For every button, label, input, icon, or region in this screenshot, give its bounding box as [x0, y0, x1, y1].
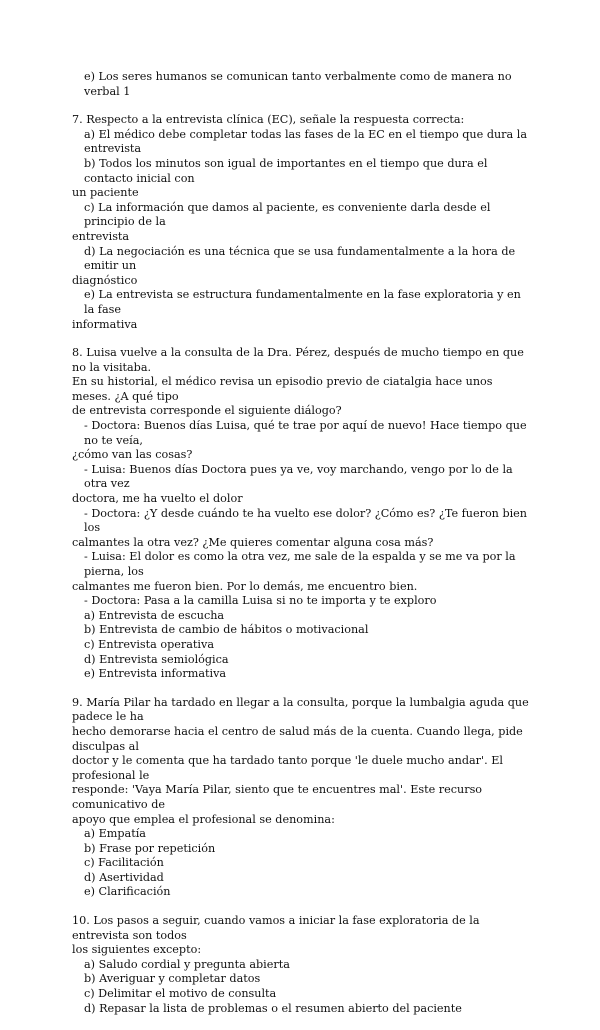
- option-e: e) Entrevista informativa: [84, 667, 227, 681]
- option-c: c) Entrevista operativa: [84, 637, 214, 651]
- option-e: e) Clarificación: [84, 885, 171, 899]
- option-d: d) Asertividad: [84, 870, 164, 884]
- option-e: e) La entrevista se estructura fundamentalmente en la fase exploratoria y en la fase: [84, 288, 521, 316]
- option-d: d) Entrevista semiológica: [84, 652, 229, 666]
- question-stem: 8. Luisa vuelve a la consulta de la Dra. Pérez, después de mucho tiempo en que no la visitaba.: [72, 346, 524, 374]
- question-stem: 9. María Pilar ha tardado en llegar a la consulta, porque la lumbalgia aguda que padece le ha: [72, 695, 529, 724]
- dialogue-line-cont: calmantes la otra vez? ¿Me quieres comentar alguna cosa más?: [72, 535, 434, 549]
- option-a: a) El médico debe completar todas las fases de la EC en el tiempo que dura la entrevista: [84, 127, 528, 156]
- question-8: [72, 346, 532, 682]
- question-10: [72, 914, 532, 1016]
- option-b: b) Frase por repetición: [84, 841, 216, 855]
- option-e-cont: informativa: [72, 317, 138, 331]
- option-b: b) Todos los minutos son igual de importantes en el tiempo que dura el contacto inicial con: [84, 156, 488, 185]
- question-stem: 10. Los pasos a seguir, cuando vamos a iniciar la fase exploratoria de la entrevista son todos: [72, 914, 480, 942]
- question-stem: apoyo que emplea el profesional se denomina:: [72, 812, 335, 826]
- document-content: [72, 70, 532, 1030]
- option-c: c) Facilitación: [84, 856, 164, 870]
- dialogue-line-cont: doctora, me ha vuelto el dolor: [72, 492, 243, 506]
- dialogue-line: - Doctora: Pasa a la camilla Luisa si no te importa y te exploro: [84, 594, 437, 608]
- question-7: [72, 113, 532, 332]
- option-a: a) Entrevista de escucha: [84, 608, 225, 622]
- option-b-cont: un paciente: [72, 186, 139, 200]
- question-stem: 7. Respecto a la entrevista clínica (EC), señale la respuesta correcta:: [72, 113, 465, 127]
- dialogue-line-cont: calmantes me fueron bien. Por lo demás, me encuentro bien.: [72, 579, 418, 593]
- dialogue-line: - Doctora: ¿Y desde cuándo te ha vuelto ese dolor? ¿Cómo es? ¿Te fueron bien los: [84, 506, 528, 535]
- dialogue-line-cont: ¿cómo van las cosas?: [72, 448, 193, 462]
- dialogue-line: - Luisa: El dolor es como la otra vez, me sale de la espalda y se me va por la pierna, los: [84, 550, 516, 578]
- dialogue-line: - Luisa: Buenos días Doctora pues ya ve, voy marchando, vengo por lo de la otra vez: [84, 462, 513, 491]
- option-b: b) Entrevista de cambio de hábitos o motivacional: [84, 623, 369, 637]
- option-d-cont: diagnóstico: [72, 273, 138, 287]
- option-c-cont: entrevista: [72, 229, 130, 243]
- option-c: c) Delimitar el motivo de consulta: [84, 987, 277, 1001]
- option-d: d) La negociación es una técnica que se usa fundamentalmente a la hora de emitir un: [84, 244, 516, 273]
- question-stem: de entrevista corresponde el siguiente diálogo?: [72, 404, 342, 418]
- question-stem: los siguientes excepto:: [72, 943, 202, 957]
- question-stem: En su historial, el médico revisa un episodio previo de ciatalgia hace unos meses. ¿A qué tipo: [72, 375, 493, 403]
- question-stem: hecho demorarse hacia el centro de salud más de la cuenta. Cuando llega, pide disculpas al: [72, 724, 523, 753]
- option-a: a) Empatía: [84, 827, 146, 841]
- option-c: c) La información que damos al paciente, es conveniente darla desde el principio de la: [84, 200, 491, 229]
- question-stem: doctor y le comenta que ha tardado tanto porque 'le duele mucho andar'. El profesional le: [72, 754, 503, 782]
- option-a: a) Saludo cordial y pregunta abierta: [84, 957, 290, 971]
- question-9: [72, 696, 532, 900]
- dialogue-line: - Doctora: Buenos días Luisa, qué te trae por aquí de nuevo! Hace tiempo que no te veía,: [84, 419, 527, 447]
- question-stem: responde: 'Vaya María Pilar, siento que te encuentres mal'. Este recurso comunicativo de: [72, 783, 483, 811]
- option-b: b) Averiguar y completar datos: [84, 972, 261, 986]
- option-e-prev-question: e) Los seres humanos se comunican tanto verbalmente como de manera no verbal 1: [84, 70, 512, 98]
- option-d: d) Repasar la lista de problemas o el resumen abierto del paciente: [84, 1001, 462, 1015]
